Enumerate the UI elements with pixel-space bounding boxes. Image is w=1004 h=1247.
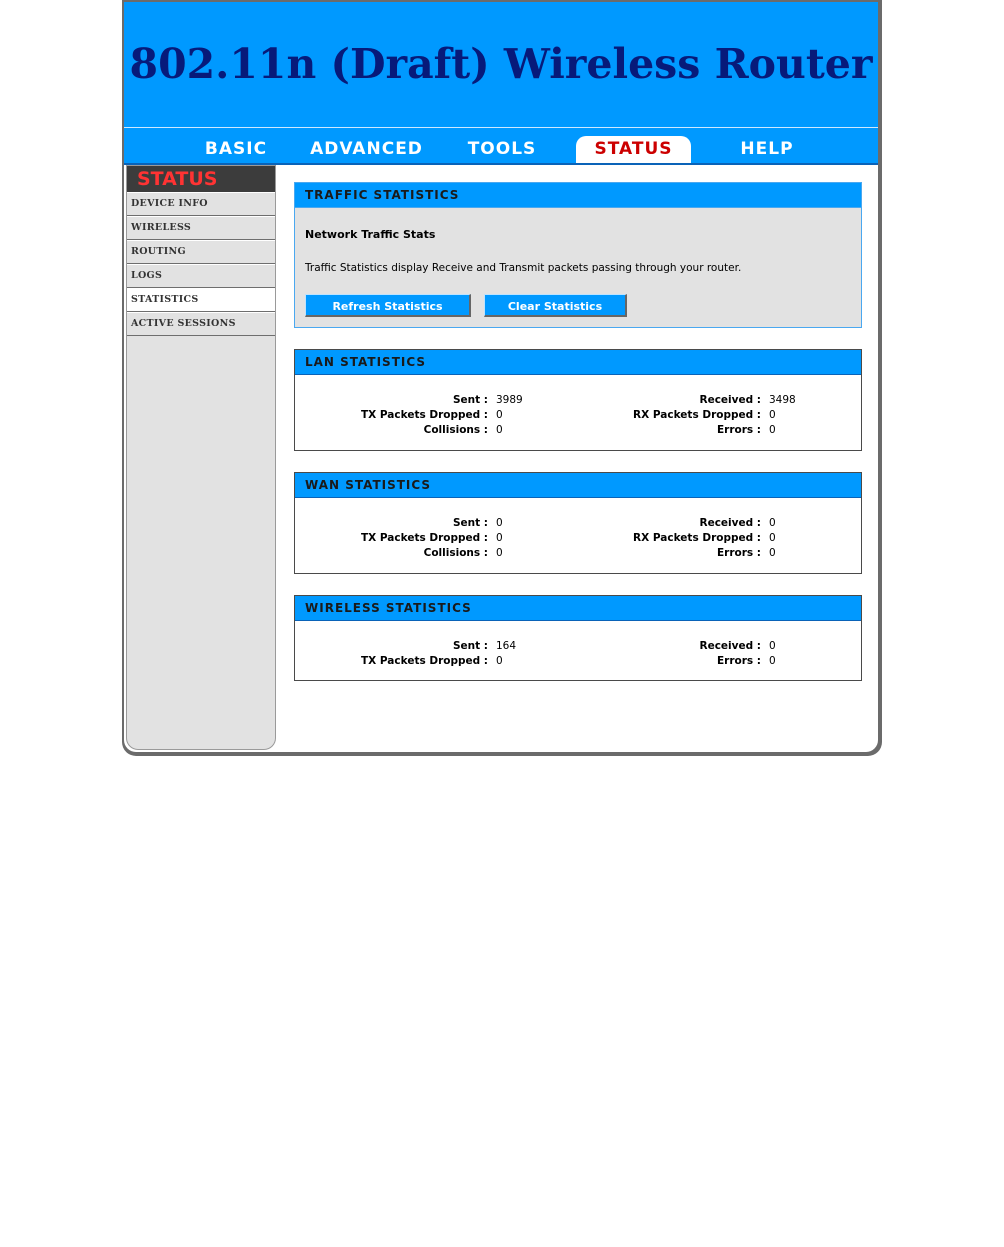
- router-page: [124, 2, 878, 752]
- wireless-sent-label: Sent :: [452, 640, 488, 652]
- wireless-statistics-title: WIRELESS STATISTICS: [295, 596, 861, 621]
- wireless-statistics-panel: [294, 595, 862, 681]
- lan-collisions-value: 0: [496, 424, 503, 436]
- wireless-received-value: 0: [769, 640, 776, 652]
- sidebar-item-active-sessions[interactable]: ACTIVE SESSIONS: [127, 312, 275, 336]
- wan-collisions-value: 0: [496, 547, 503, 559]
- sidebar-item-statistics[interactable]: STATISTICS: [127, 288, 275, 312]
- lan-errors-value: 0: [769, 424, 776, 436]
- lan-statistics-panel: [294, 349, 862, 451]
- tab-status[interactable]: STATUS: [576, 136, 691, 163]
- sidebar-item-device-info[interactable]: DEVICE INFO: [127, 192, 275, 216]
- wireless-row-2: [295, 654, 861, 669]
- lan-row-1: [295, 393, 861, 408]
- sidebar: [126, 165, 276, 750]
- wireless-sent-value: 164: [496, 640, 517, 652]
- wan-received-value: 0: [769, 517, 776, 529]
- lan-errors-label: Errors :: [716, 424, 761, 436]
- tab-basic[interactable]: BASIC: [204, 139, 268, 159]
- wireless-errors-label: Errors :: [716, 655, 761, 667]
- site-title: 802.11n (Draft) Wireless Router: [129, 40, 873, 88]
- tab-tools[interactable]: TOOLS: [467, 139, 537, 159]
- wan-statistics-panel: [294, 472, 862, 574]
- sidebar-heading: STATUS: [127, 166, 275, 192]
- wan-row-1: [295, 516, 861, 531]
- wan-sent-label: Sent :: [452, 517, 488, 529]
- traffic-statistics-title: TRAFFIC STATISTICS: [295, 183, 861, 208]
- wan-tx-dropped-label: TX Packets Dropped :: [360, 532, 488, 544]
- sidebar-item-wireless[interactable]: WIRELESS: [127, 216, 275, 240]
- sidebar-item-logs[interactable]: LOGS: [127, 264, 275, 288]
- lan-received-value: 3498: [769, 394, 796, 406]
- top-navigation: [124, 128, 878, 165]
- wireless-received-label: Received :: [699, 640, 761, 652]
- wan-received-label: Received :: [699, 517, 761, 529]
- clear-statistics-button[interactable]: Clear Statistics: [484, 294, 627, 317]
- wan-errors-label: Errors :: [716, 547, 761, 559]
- wan-tx-dropped-value: 0: [496, 532, 503, 544]
- wireless-errors-value: 0: [769, 655, 776, 667]
- lan-tx-dropped-value: 0: [496, 409, 503, 421]
- traffic-description: Traffic Statistics display Receive and Transmit packets passing through your router.: [305, 262, 742, 274]
- wan-sent-value: 0: [496, 517, 503, 529]
- lan-sent-label: Sent :: [452, 394, 488, 406]
- traffic-subtitle: Network Traffic Stats: [305, 228, 436, 241]
- lan-tx-dropped-label: TX Packets Dropped :: [360, 409, 488, 421]
- wan-collisions-label: Collisions :: [423, 547, 488, 559]
- wan-rx-dropped-value: 0: [769, 532, 776, 544]
- lan-received-label: Received :: [699, 394, 761, 406]
- wan-errors-value: 0: [769, 547, 776, 559]
- wireless-row-1: [295, 639, 861, 654]
- lan-sent-value: 3989: [496, 394, 523, 406]
- wireless-tx-dropped-label: TX Packets Dropped :: [360, 655, 488, 667]
- lan-row-3: [295, 423, 861, 438]
- sidebar-item-routing[interactable]: ROUTING: [127, 240, 275, 264]
- wan-row-3: [295, 546, 861, 561]
- header-banner: [124, 2, 878, 128]
- wan-statistics-title: WAN STATISTICS: [295, 473, 861, 498]
- tab-help[interactable]: HELP: [740, 139, 794, 159]
- lan-rx-dropped-value: 0: [769, 409, 776, 421]
- traffic-statistics-panel: [294, 182, 862, 328]
- wireless-tx-dropped-value: 0: [496, 655, 503, 667]
- router-frame: [122, 0, 882, 756]
- refresh-statistics-button[interactable]: Refresh Statistics: [305, 294, 471, 317]
- lan-collisions-label: Collisions :: [423, 424, 488, 436]
- tab-advanced[interactable]: ADVANCED: [310, 139, 423, 159]
- wan-row-2: [295, 531, 861, 546]
- lan-statistics-title: LAN STATISTICS: [295, 350, 861, 375]
- lan-rx-dropped-label: RX Packets Dropped :: [633, 409, 761, 421]
- wan-rx-dropped-label: RX Packets Dropped :: [633, 532, 761, 544]
- lan-row-2: [295, 408, 861, 423]
